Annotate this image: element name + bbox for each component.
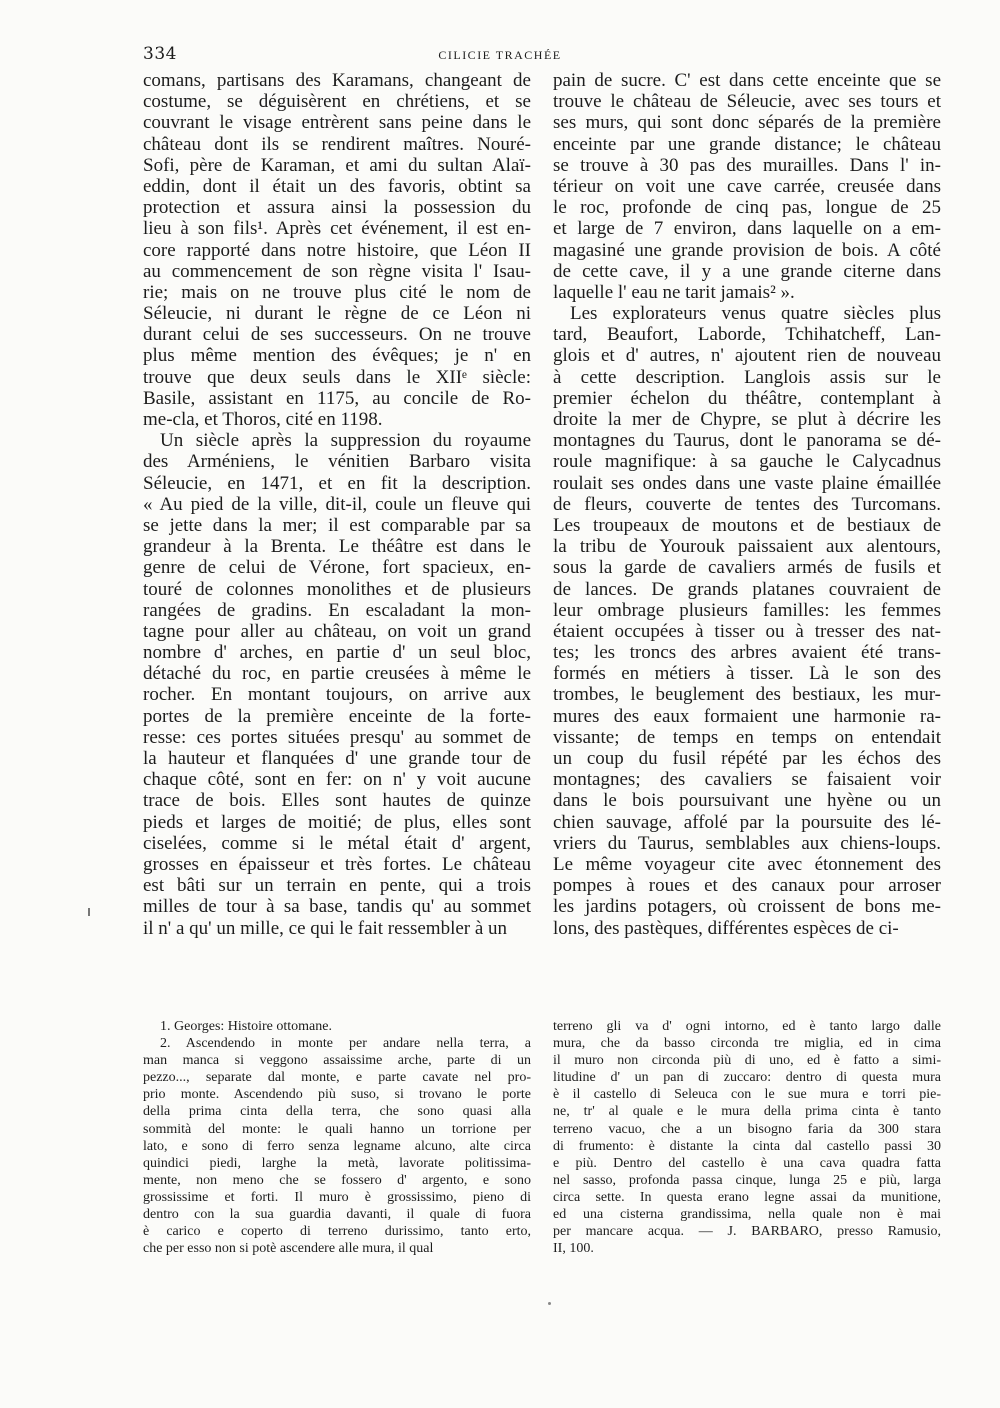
text-line: costume, se déguisèrent en chrétiens, et se <box>143 91 531 113</box>
text-line: montagnes; des cavaliers se faisaient voir <box>553 769 941 791</box>
text-line: Les explorateurs venus quatre siècles plus <box>570 303 941 325</box>
text-line: comans, partisans des Karamans, changeant de <box>143 70 531 91</box>
text-line: formés en métiers à tisser. Là le son des <box>553 663 941 685</box>
text-line: rie; mais on ne trouve plus cité le nom de <box>143 281 531 303</box>
text-line: chien sauvage, affolé par la poursuite des lé- <box>553 811 941 833</box>
footnote-line: 2. Ascendendo in monte per andare nella terra, a <box>160 1036 531 1052</box>
text-line: un coup du fusil répété par les échos des <box>553 748 941 769</box>
footnote-line: nel sasso, profonda passa cinque, lunga 25 e più, larga <box>553 1172 941 1188</box>
text-line: milles de tour à sa base, tandis qu' au sommet <box>143 896 531 918</box>
text-line: trace de bois. Elles sont hautes de quinze <box>143 790 531 812</box>
text-line: droite la mer de Chypre, se plut à décrire les <box>553 409 941 430</box>
footnote-line: terreno vacuo, che a un bisogno faria da 300 stara <box>553 1121 941 1137</box>
text-line: au commencement de son règne visita l' Isau- <box>143 260 531 282</box>
footnote-line: quindici piedi, larghe la metà, lavorate politissima- <box>143 1155 531 1171</box>
text-line: Les troupeaux de moutons et de bestiaux de <box>553 514 941 536</box>
text-line: rangées de gradins. En escaladant la mon- <box>143 599 531 621</box>
footnote-line: circa sette. In questa erano legne assai da munitione, <box>553 1189 941 1205</box>
footnote-line: è il castello di Seleuca con le sue mura e torri pie- <box>553 1087 941 1103</box>
text-line: Le même voyageur cite avec étonnement des <box>553 853 941 875</box>
text-line: vriers du Taurus, semblables aux chiens-loups. <box>553 832 941 854</box>
text-line: térieur on voit une cave carrée, creusée dans <box>553 175 941 197</box>
text-line: laquelle l' eau ne tarit jamais² ». <box>553 281 795 303</box>
text-line: pieds et larges de moitié; de plus, elles sont <box>143 811 531 833</box>
text-line: de fleurs, couverte de tentes des Turcomans. <box>553 493 941 515</box>
text-line: tard, Beaufort, Laborde, Tchihatcheff, Lan- <box>553 324 941 346</box>
text-line: se trouve à 30 pas des murailles. Dans l' in- <box>553 154 941 176</box>
text-line: touré de colonnes monolithes et de plusieurs <box>143 578 531 600</box>
text-line: mures des eaux formaient une harmonie ra- <box>553 705 941 727</box>
text-line: nombre d' arches, en partie d' un seul bloc, <box>143 642 531 664</box>
footnote-line: prio monte. Ascendendo più suso, si trovano le porte <box>143 1087 531 1103</box>
text-line: « Au pied de la ville, dit-il, coule un fleuve qui <box>143 493 531 515</box>
text-line: à cette description. Langlois assis sur le <box>553 366 941 388</box>
text-line: protection et assura ainsi la possession du <box>143 197 531 219</box>
text-line: il n' a qu' un mille, ce qui le fait ressembler à un <box>143 917 508 939</box>
right-text-column <box>553 70 941 939</box>
footnote-line: è carico e coperto di terreno durissimo, tanto erto, <box>143 1224 531 1240</box>
text-line: roule magnifique: à sa gauche le Calycadnus <box>553 451 941 473</box>
text-line: glois et d' autres, n' ajoutent rien de nouveau <box>553 345 941 367</box>
text-line: pain de sucre. C' est dans cette enceinte que se <box>553 70 941 91</box>
text-line: Séleucie, en 1471, et en fit la description. <box>143 472 531 494</box>
text-line: montagnes du Taurus, dont le panorama se dé- <box>553 430 941 452</box>
footnote-line: il muro non circonda più di uno, ed è fatto a simi- <box>553 1053 941 1069</box>
footnote-line: mente, non meno che se fossero d' argento, e sono <box>143 1172 531 1188</box>
footnote-line: mura, che da basso circonda tre miglia, ed in cima <box>553 1036 941 1052</box>
text-line: Un siècle après la suppression du royaume <box>160 430 531 452</box>
text-line: leur ombrage plusieurs familles: les femmes <box>553 599 941 621</box>
text-line: core rapporté dans notre histoire, que Léon II <box>143 239 531 261</box>
text-line: des Arméniens, le vénitien Barbaro visita <box>143 451 531 473</box>
text-line: château dont ils se rendirent maîtres. Nouré- <box>143 133 531 155</box>
text-line: ses murs, qui sont donc séparés de la première <box>553 112 941 134</box>
text-line: chaque côté, sont en fer: on n' y voit aucune <box>143 769 531 791</box>
footnote-line: ed una cisterna grandissima, nella quale non è mai <box>553 1207 941 1223</box>
footnotes-left-column <box>143 1018 531 1257</box>
text-line: les jardins potagers, où croissent de bons me- <box>553 896 941 918</box>
text-line: resse: ces portes situées presqu' au sommet de <box>143 726 531 748</box>
text-line: se jette dans la mer; il est comparable par sa <box>143 514 531 536</box>
footnote-line: che per esso non si potè ascendere alle mura, il qual <box>143 1241 434 1257</box>
text-line: me-cla, et Thoros, cité en 1198. <box>143 409 383 430</box>
text-line: roulait ses ondes dans une vaste plaine émaillée <box>553 472 941 494</box>
text-line: de lances. De grands platanes couvraient de <box>553 578 941 600</box>
text-line: couvrant le visage entrèrent sans peine dans le <box>143 112 531 134</box>
text-line: Séleucie, ni durant le règne de ce Léon ni <box>143 303 531 325</box>
footnote-line: della prima cinta della terra, che sono quasi alla <box>143 1104 531 1120</box>
footnote-line: e più. Dentro del castello è una cava quadra fatta <box>553 1155 941 1171</box>
text-line: magasiné une grande provision de bois. A côté <box>553 239 941 261</box>
footnote-line: pezzo..., separate dal monte, e parte cavate nel pro- <box>143 1070 531 1086</box>
text-line: ciselées, comme si le métal était d' argent, <box>143 832 531 854</box>
text-line: pompes à roues et des canaux pour arroser <box>553 875 941 897</box>
footnote-line: terreno gli va d' ogni intorno, ed è tanto largo dalle <box>553 1019 941 1034</box>
footnote-line: per mancare acqua. — J. BARBARO, presso Ramusio, <box>553 1224 941 1240</box>
text-line: lieu à son fils¹. Après cet événement, il est en- <box>143 218 531 240</box>
footnote-line: 1. Georges: Histoire ottomane. <box>160 1019 332 1034</box>
text-line: sous la garde de cavaliers armés de fusils et <box>553 557 941 579</box>
stray-mark <box>88 908 90 916</box>
footnote-line: ne, tr' al quale e le mura della prima cinta è tanto <box>553 1104 941 1120</box>
text-line: trouve le château de Séleucie, avec ses tours et <box>553 91 941 113</box>
text-line: tagne pour aller au château, on voit un grand <box>143 620 531 642</box>
footnotes-right-column <box>553 1018 941 1257</box>
text-line: Sofi, père de Karaman, et ami du sultan Alaï- <box>143 154 531 176</box>
footnote-line: dentro con la sua guardia davanti, il quale di fuora <box>143 1207 531 1223</box>
text-line: trombes, le beuglement des bestiaux, les mur- <box>553 684 941 706</box>
text-line: premier échelon du théâtre, contemplant à <box>553 387 941 409</box>
text-line: durant celui de ses successeurs. On ne trouve <box>143 324 531 346</box>
text-line: tes; les troncs des arbres avaient été trans- <box>553 642 941 664</box>
page-number: 334 <box>143 44 177 64</box>
text-line: est bâti sur un terrain en pente, qui a trois <box>143 875 531 897</box>
footnote-line: sommità del monte: le quali hanno un torrione per <box>143 1121 531 1137</box>
text-line: détaché du roc, en partie creusées à même le <box>143 663 531 685</box>
text-line: enceinte par une grande distance; le château <box>553 133 941 155</box>
footnote-line: grossissime et forti. Il muro è grossissimo, pieno di <box>143 1189 531 1205</box>
text-line: vissante; de temps en temps on entendait <box>553 726 941 748</box>
text-line: genre de celui de Vérone, fort spacieux, en- <box>143 557 531 579</box>
footnote-line: II, 100. <box>553 1241 594 1257</box>
text-line: trouve que deux seuls dans le XIIᵉ siècle: <box>143 366 531 388</box>
text-line: rocher. En montant toujours, on arrive aux <box>143 684 531 706</box>
text-line: grosses en épaisseur et très fortes. Le château <box>143 853 531 875</box>
stray-dot <box>548 1302 551 1305</box>
left-text-column <box>143 70 531 939</box>
text-line: le roc, profonde de cinq pas, longue de 25 <box>553 197 941 219</box>
text-line: de cette cave, il y a une grande citerne dans <box>553 260 941 282</box>
text-line: eddin, dont il était un des favoris, obtint sa <box>143 175 531 197</box>
text-line: portes de la première enceinte de la forte- <box>143 705 531 727</box>
footnote-line: di frumento: è distante la cinta dal castello passi 30 <box>553 1138 941 1154</box>
text-line: et large de 7 environ, dans laquelle on a em- <box>553 218 941 240</box>
text-line: étaient occupées à tisser ou à tresser des nat- <box>553 620 941 642</box>
text-line: lons, des pastèques, différentes espèces de ci- <box>553 917 899 939</box>
text-line: dans le bois poursuivant une hyène ou un <box>553 790 941 812</box>
text-line: plus même mention des évêques; je n' en <box>143 345 531 367</box>
text-line: la tribu de Yourouk paissaient aux alentours, <box>553 536 941 558</box>
text-line: grandeur à la Brenta. Le théâtre est dans le <box>143 536 531 558</box>
footnote-line: man manca si veggono assaissime arche, parte di un <box>143 1053 531 1069</box>
footnote-line: litudine d' un pan di zuccaro: dentro di questa mura <box>553 1070 941 1086</box>
running-title: CILICIE TRACHÉE <box>438 48 562 62</box>
text-line: Basile, assistant en 1175, au concile de Ro- <box>143 387 531 409</box>
text-line: la hauteur et flanquées d' une grande tour de <box>143 748 531 769</box>
footnote-line: lato, e sono di ferro senza legname alcuno, alte circa <box>143 1138 531 1154</box>
